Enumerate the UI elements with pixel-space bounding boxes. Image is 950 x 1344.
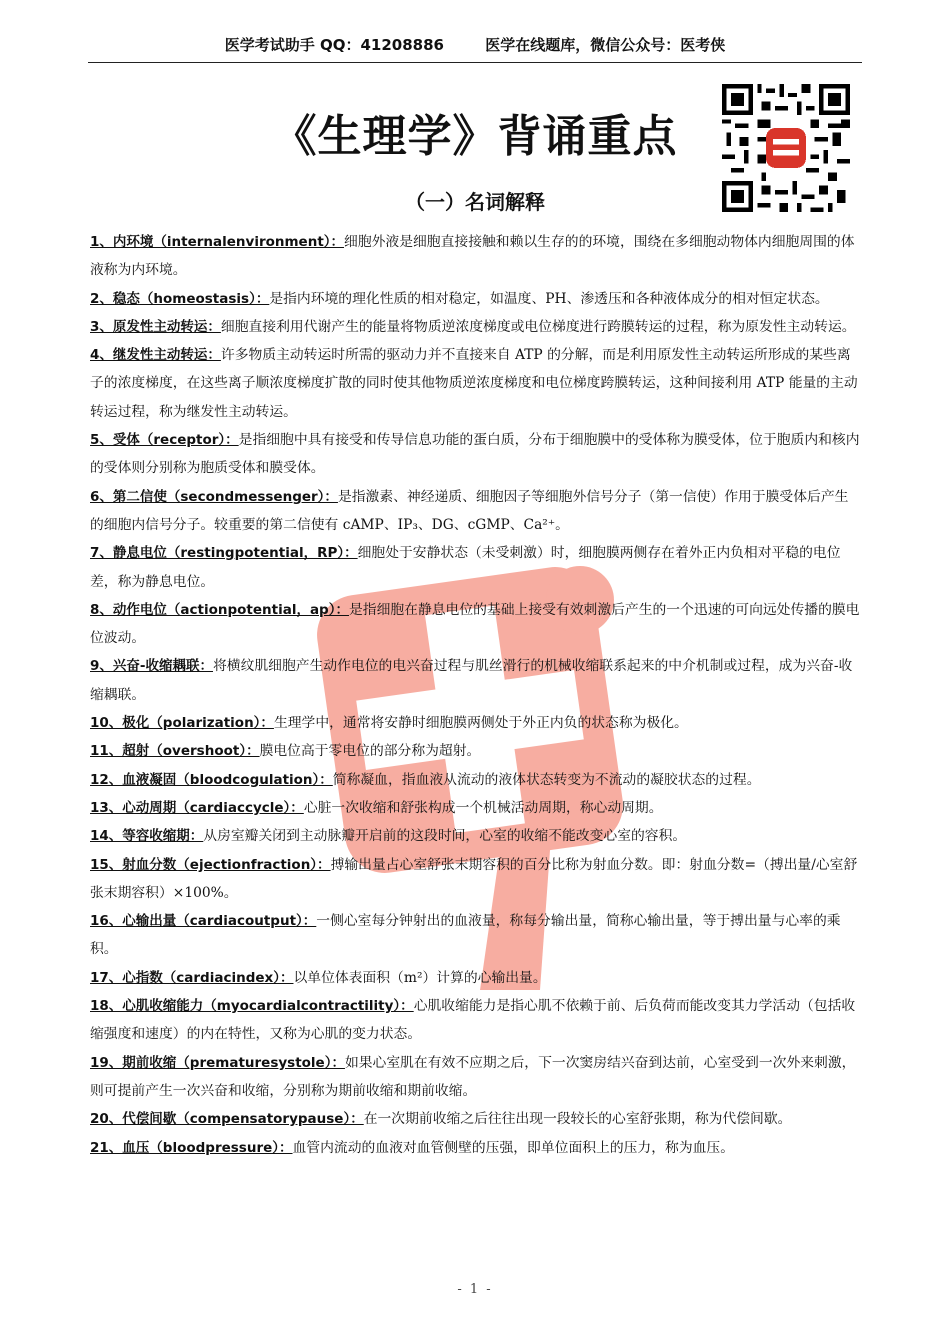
definition-term: 4、继发性主动转运：: [90, 347, 221, 364]
definition-item: [90, 907, 862, 964]
definition-item: [90, 313, 862, 341]
definition-term: 13、心动周期（cardiaccycle）：: [90, 799, 304, 816]
definition-text: 许多物质主动转运时所需的驱动力并不直接来自 ATP 的分解，而是利用原发性主动转运所形成的某些离子的浓度梯度，在这些离子顺浓度梯度扩散的同时使其他物质逆浓度梯度和电位梯度跨膜转运，这种间接利用 ATP 能量的主动转运过程，称为继发性主动转运。: [90, 347, 858, 420]
definition-text: 从房室瓣关闭到主动脉瓣开启前的这段时间，心室的收缩不能改变心室的容积。: [203, 828, 687, 845]
definition-term: 9、兴奋-收缩耦联：: [90, 658, 213, 675]
definition-text: 生理学中，通常将安静时细胞膜两侧处于外正内负的状态称为极化。: [273, 715, 688, 732]
definition-text: 将横纹肌细胞产生动作电位的电兴奋过程与肌丝滑行的机械收缩联系起来的中介机制或过程，成为兴奋-收缩耦联。: [90, 658, 853, 703]
definition-item: [90, 539, 862, 596]
definition-term: 15、射血分数（ejectionfraction）：: [90, 856, 331, 873]
definitions-list: [90, 228, 862, 1162]
definition-term: 3、原发性主动转运：: [90, 318, 221, 335]
definition-item: [90, 483, 862, 540]
definition-term: 16、心输出量（cardiacoutput）：: [90, 913, 317, 930]
definition-term: 17、心指数（cardiacindex）：: [90, 969, 294, 986]
header-wechat-text: 医学在线题库，微信公众号：医考侠: [485, 36, 726, 54]
definition-item: [90, 596, 862, 653]
definition-item: [90, 285, 862, 313]
header-qq-text: 医学考试助手 QQ：41208886: [224, 36, 444, 54]
definition-item: [90, 964, 862, 992]
definition-text: 细胞外液是细胞直接接触和赖以生存的的环境，围绕在多细胞动物体内细胞周围的体液称为内环境。: [90, 234, 855, 279]
definition-text: 心肌收缩能力是指心肌不依赖于前、后负荷而能改变其力学活动（包括收缩强度和速度）的内在特性，又称为心肌的变力状态。: [90, 998, 856, 1043]
definition-text: 简称凝血，指血液从流动的液体状态转变为不流动的凝胶状态的过程。: [332, 771, 761, 788]
definition-item: [90, 992, 862, 1049]
definition-term: 10、极化（polarization）：: [90, 715, 274, 732]
definition-item: [90, 709, 862, 737]
definition-text: 在一次期前收缩之后往往出现一段较长的心室舒张期，称为代偿间歇。: [363, 1111, 792, 1128]
definition-item: [90, 737, 862, 765]
definition-item: [90, 1134, 862, 1162]
definition-item: [90, 1105, 862, 1133]
definition-term: 1、内环境（internalenvironment）：: [90, 234, 345, 250]
definition-text: 膜电位高于零电位的部分称为超射。: [259, 743, 481, 760]
definition-text: 是指细胞中具有接受和传导信息功能的蛋白质，分布于细胞膜中的受体称为膜受体，位于胞质内和核内的受体则分别称为胞质受体和膜受体。: [90, 432, 860, 477]
definition-text: 细胞处于安静状态（未受刺激）时，细胞膜两侧存在着外正内负相对平稳的电位差，称为静息电位。: [90, 545, 841, 590]
definition-text: 如果心室肌在有效不应期之后，下一次窦房结兴奋到达前，心室受到一次外来刺激，则可提前产生一次兴奋和收缩，分别称为期前收缩和期前收缩。: [90, 1054, 856, 1099]
definition-text: 是指内环境的理化性质的相对稳定，如温度、PH、渗透压和各种液体成分的相对恒定状态。: [269, 290, 829, 307]
definition-item: [90, 341, 862, 426]
definition-term: 20、代偿间歇（compensatorypause）：: [90, 1111, 364, 1128]
definition-text: 血管内流动的血液对血管侧壁的压强，即单位面积上的压力，称为血压。: [292, 1139, 735, 1156]
definition-term: 18、心肌收缩能力（myocardialcontractility）：: [90, 998, 414, 1015]
definition-item: [90, 228, 862, 285]
definition-text: 是指细胞在静息电位的基础上接受有效刺激后产生的一个迅速的可向远处传播的膜电位波动。: [90, 601, 860, 647]
definition-term: 21、血压（bloodpressure）：: [90, 1139, 293, 1156]
definition-item: [90, 794, 862, 822]
definition-text: 搏输出量占心室舒张末期容积的百分比称为射血分数。即：射血分数=（搏出量/心室舒张末期容积）×100%。: [90, 856, 858, 901]
page-number: - 1 -: [457, 1282, 493, 1297]
definition-item: [90, 851, 862, 908]
definition-term: 14、等容收缩期：: [90, 828, 204, 845]
definition-term: 7、静息电位（restingpotential，RP）：: [90, 545, 358, 562]
definition-item: [90, 822, 862, 850]
section-heading: （一）名词解释: [405, 190, 545, 214]
definition-item: [90, 766, 862, 794]
document-title: 《生理学》背诵重点: [272, 111, 678, 162]
definition-term: 5、受体（receptor）：: [90, 432, 239, 449]
definition-text: 以单位体表面积（m²）计算的心输出量。: [293, 969, 547, 986]
definition-item: [90, 1049, 862, 1106]
definition-text: 心脏一次收缩和舒张构成一个机械活动周期，称心动周期。: [303, 799, 663, 816]
definition-term: 12、血液凝固（bloodcogulation）：: [90, 771, 333, 788]
definition-text: 细胞直接利用代谢产生的能量将物质逆浓度梯度或电位梯度进行跨膜转运的过程，称为原发性主动转运。: [220, 318, 856, 335]
definition-text: 是指激素、神经递质、细胞因子等细胞外信号分子（第一信使）作用于膜受体后产生的细胞内信号分子。较重要的第二信使有 cAMP、IP₃、DG、cGMP、Ca²⁺。: [90, 488, 849, 533]
definition-term: 6、第二信使（secondmessenger）：: [90, 488, 338, 505]
page-header: [88, 28, 862, 63]
definition-item: [90, 652, 862, 709]
definition-term: 2、稳态（homeostasis）：: [90, 290, 270, 307]
definition-text: 一侧心室每分钟射出的血液量，称每分输出量，简称心输出量，等于搏出量与心率的乘积。: [90, 913, 841, 958]
definition-term: 8、动作电位（actionpotential，ap）：: [90, 601, 349, 618]
definition-item: [90, 426, 862, 483]
definition-term: 11、超射（overshoot）：: [90, 743, 260, 760]
qr-code-icon: [722, 84, 850, 212]
definition-term: 19、期前收缩（prematuresystole）：: [90, 1054, 345, 1071]
